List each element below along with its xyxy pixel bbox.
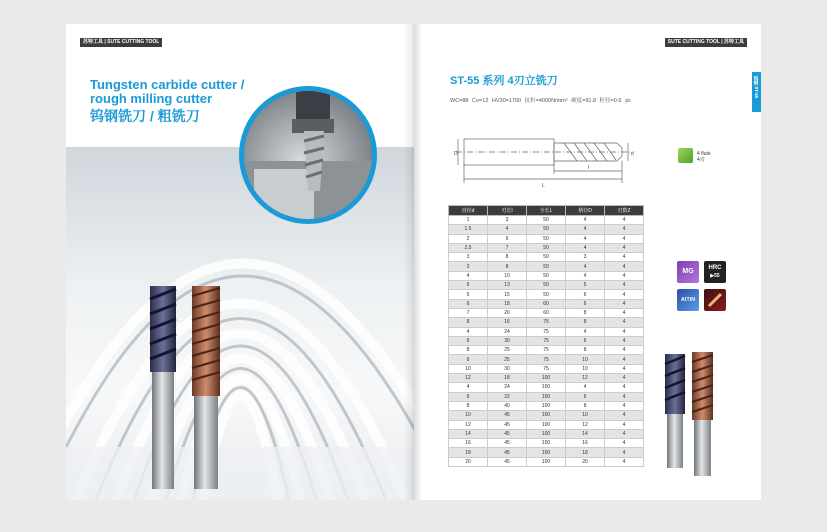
mg-badge-icon: MG — [677, 261, 699, 283]
table-cell: 4 — [605, 457, 644, 466]
right-header-tag: SUTE CUTTING TOOL | 苏特工具 — [665, 38, 747, 47]
table-cell: 4 — [566, 216, 605, 225]
table-header-cell: 刃长l — [488, 206, 527, 216]
machining-closeup-photo — [239, 86, 377, 224]
table-cell: 4 — [605, 308, 644, 317]
table-cell: 20 — [449, 457, 488, 466]
table-header-cell: 全长L — [527, 206, 566, 216]
table-cell: 12 — [566, 420, 605, 429]
table-cell: 6 — [566, 299, 605, 308]
table-cell: 3 — [488, 216, 527, 225]
flute-label-cn: 4刃 — [697, 157, 705, 163]
table-row — [449, 401, 644, 410]
table-cell: 75 — [527, 364, 566, 373]
table-cell: 18 — [488, 374, 527, 383]
table-cell: 4 — [605, 318, 644, 327]
table-cell: 2 — [449, 234, 488, 243]
table-cell: 50 — [527, 243, 566, 252]
title-chinese: 钨钢铣刀 / 粗铣刀 — [90, 108, 200, 124]
table-cell: 100 — [527, 374, 566, 383]
table-row — [449, 234, 644, 243]
table-cell: 14 — [449, 429, 488, 438]
table-cell: 4 — [605, 327, 644, 336]
table-cell: 4 — [605, 364, 644, 373]
table-cell: 45 — [488, 420, 527, 429]
slash-icon — [704, 289, 726, 311]
table-cell: 4 — [605, 262, 644, 271]
table-row — [449, 308, 644, 317]
table-cell: 8 — [566, 318, 605, 327]
table-row — [449, 336, 644, 345]
table-cell: 4 — [566, 243, 605, 252]
hrc-value: ▶55 — [710, 273, 720, 279]
table-cell: 40 — [488, 401, 527, 410]
table-cell: 45 — [488, 411, 527, 420]
table-cell: 18 — [566, 448, 605, 457]
table-cell: 1 — [449, 216, 488, 225]
table-cell: 8 — [566, 346, 605, 355]
table-row — [449, 243, 644, 252]
coating-slash-badge-icon — [704, 289, 726, 311]
left-page — [66, 24, 414, 500]
table-cell: 4 — [566, 262, 605, 271]
table-cell: 4 — [566, 327, 605, 336]
table-cell: 4 — [605, 271, 644, 280]
table-cell: 4 — [605, 420, 644, 429]
table-cell: 45 — [488, 429, 527, 438]
table-cell: 8 — [449, 401, 488, 410]
table-row — [449, 299, 644, 308]
series-title: ST-55 系列 4刃立铣刀 — [450, 75, 558, 87]
flute-label — [697, 151, 711, 163]
table-cell: 1.5 — [449, 225, 488, 234]
table-cell: 4 — [605, 290, 644, 299]
flute-label-en: 4 flute — [697, 151, 711, 157]
table-cell: 100 — [527, 448, 566, 457]
table-cell: 4 — [605, 429, 644, 438]
table-cell: 8 — [488, 262, 527, 271]
table-cell: 10 — [488, 271, 527, 280]
table-cell: 4 — [605, 281, 644, 290]
closeup-tool-graphic — [244, 91, 372, 219]
four-flute-icon — [678, 148, 693, 163]
table-row — [449, 225, 644, 234]
table-cell: 100 — [527, 439, 566, 448]
table-cell: 30 — [488, 364, 527, 373]
table-cell: 12 — [449, 420, 488, 429]
table-row — [449, 271, 644, 280]
left-header-tag: 苏特工具 | SUTE CUTTING TOOL — [80, 38, 162, 47]
right-page — [414, 24, 761, 500]
table-cell: 8 — [566, 308, 605, 317]
hrc-label: HRC — [708, 265, 722, 271]
table-row — [449, 346, 644, 355]
table-cell: 45 — [488, 448, 527, 457]
end-mill-drawing — [452, 129, 642, 201]
table-cell: 50 — [527, 262, 566, 271]
table-cell: 4 — [605, 383, 644, 392]
table-cell: 12 — [566, 374, 605, 383]
table-cell: 7 — [449, 308, 488, 317]
table-cell: 4 — [605, 234, 644, 243]
table-cell: 100 — [527, 401, 566, 410]
table-row — [449, 355, 644, 364]
table-cell: 4 — [605, 448, 644, 457]
table-cell: 4 — [566, 234, 605, 243]
product-end-mills-photo — [662, 350, 722, 480]
table-cell: 30 — [488, 336, 527, 345]
table-cell: 9 — [449, 355, 488, 364]
table-row — [449, 383, 644, 392]
table-cell: 4 — [605, 401, 644, 410]
material-spec-line: WC=88 Co=12 HV30=1700 抗折=4000N/mm² 硬度=91.8 粒径=0.6 ㎛ — [450, 98, 631, 104]
dim-L: L — [542, 183, 545, 189]
table-cell: 10 — [566, 411, 605, 420]
table-row — [449, 253, 644, 262]
side-tab — [752, 72, 761, 112]
table-cell: 100 — [527, 457, 566, 466]
table-cell: 32 — [488, 392, 527, 401]
table-row — [449, 392, 644, 401]
dim-l: l — [588, 165, 590, 171]
table-cell: 6 — [488, 234, 527, 243]
table-cell: 50 — [527, 271, 566, 280]
table-cell: 45 — [488, 457, 527, 466]
table-cell: 4 — [449, 383, 488, 392]
table-cell: 16 — [449, 439, 488, 448]
title-line-1: Tungsten carbide cutter / — [90, 77, 245, 92]
table-cell: 60 — [527, 299, 566, 308]
table-cell: 6 — [449, 299, 488, 308]
table-cell: 100 — [527, 429, 566, 438]
table-row — [449, 216, 644, 225]
table-cell: 5 — [449, 290, 488, 299]
table-cell: 75 — [527, 355, 566, 364]
table-row — [449, 457, 644, 466]
product-copper-end-mill — [692, 352, 713, 476]
table-cell: 100 — [527, 411, 566, 420]
table-cell: 10 — [566, 355, 605, 364]
table-cell: 60 — [527, 308, 566, 317]
table-header-cell: 直径d — [449, 206, 488, 216]
dim-D: D — [454, 151, 458, 157]
table-cell: 50 — [527, 290, 566, 299]
table-row — [449, 439, 644, 448]
title-line-2: rough milling cutter — [90, 91, 213, 106]
table-row — [449, 318, 644, 327]
table-cell: 4 — [605, 355, 644, 364]
table-row — [449, 262, 644, 271]
table-cell: 4 — [449, 271, 488, 280]
table-cell: 4 — [605, 253, 644, 262]
table-row — [449, 374, 644, 383]
table-cell: 24 — [488, 327, 527, 336]
table-cell: 4 — [488, 225, 527, 234]
table-row — [449, 364, 644, 373]
table-cell: 45 — [488, 439, 527, 448]
table-cell: 20 — [566, 457, 605, 466]
table-cell: 75 — [527, 346, 566, 355]
table-cell: 6 — [449, 392, 488, 401]
altin-coating-badge-icon: AlTiN — [677, 289, 699, 311]
table-header-cell: 刃数Z — [605, 206, 644, 216]
table-cell: 10 — [566, 364, 605, 373]
table-row — [449, 281, 644, 290]
table-cell: 50 — [527, 253, 566, 262]
table-cell: 13 — [488, 281, 527, 290]
table-cell: 8 — [449, 318, 488, 327]
table-cell: 7 — [488, 243, 527, 252]
table-cell: 18 — [449, 448, 488, 457]
table-cell: 4 — [605, 392, 644, 401]
table-cell: 4 — [605, 225, 644, 234]
table-cell: 75 — [527, 318, 566, 327]
table-cell: 3 — [449, 253, 488, 262]
table-cell: 6 — [566, 392, 605, 401]
product-blue-end-mill — [665, 354, 685, 468]
table-row — [449, 327, 644, 336]
dim-d: d — [631, 151, 634, 157]
table-cell: 25 — [488, 355, 527, 364]
table-cell: 4 — [566, 383, 605, 392]
table-cell: 50 — [527, 234, 566, 243]
left-title — [90, 78, 244, 123]
table-cell: 6 — [449, 336, 488, 345]
table-cell: 6 — [566, 336, 605, 345]
table-cell: 4 — [605, 216, 644, 225]
table-cell: 4 — [449, 327, 488, 336]
table-cell: 4 — [605, 336, 644, 345]
table-cell: 8 — [488, 253, 527, 262]
table-row — [449, 448, 644, 457]
table-row — [449, 290, 644, 299]
table-cell: 10 — [449, 364, 488, 373]
table-cell: 4 — [605, 439, 644, 448]
table-cell: 100 — [527, 383, 566, 392]
table-row — [449, 420, 644, 429]
table-cell: 4 — [566, 225, 605, 234]
table-cell: 75 — [527, 327, 566, 336]
table-cell: 15 — [488, 290, 527, 299]
table-header-cell: 柄径D — [566, 206, 605, 216]
table-cell: 100 — [527, 420, 566, 429]
table-cell: 50 — [527, 225, 566, 234]
spec-table — [448, 205, 644, 467]
table-cell: 4 — [605, 346, 644, 355]
table-cell: 100 — [527, 392, 566, 401]
table-cell: 16 — [566, 439, 605, 448]
table-cell: 8 — [566, 401, 605, 410]
side-tab-label: 钨钢 ST-55 — [754, 76, 759, 99]
table-cell: 16 — [488, 318, 527, 327]
table-cell: 3 — [449, 262, 488, 271]
table-cell: 12 — [449, 374, 488, 383]
table-cell: 5 — [566, 281, 605, 290]
table-cell: 4 — [605, 299, 644, 308]
table-row — [449, 411, 644, 420]
table-cell: 18 — [488, 299, 527, 308]
table-cell: 20 — [488, 308, 527, 317]
table-cell: 4 — [605, 374, 644, 383]
table-cell: 4 — [605, 243, 644, 252]
table-cell: 8 — [449, 346, 488, 355]
table-cell: 50 — [527, 216, 566, 225]
table-cell: 3 — [566, 253, 605, 262]
table-cell: 4 — [566, 271, 605, 280]
table-header-row — [449, 206, 644, 216]
table-row — [449, 429, 644, 438]
table-cell: 6 — [566, 290, 605, 299]
table-cell: 25 — [488, 346, 527, 355]
blue-end-mill — [150, 280, 176, 489]
copper-end-mill — [192, 286, 220, 489]
table-cell: 14 — [566, 429, 605, 438]
table-cell: 4 — [605, 411, 644, 420]
table-cell: 75 — [527, 336, 566, 345]
table-cell: 2.5 — [449, 243, 488, 252]
table-cell: 50 — [527, 281, 566, 290]
table-cell: 10 — [449, 411, 488, 420]
hrc-badge-icon — [704, 261, 726, 283]
table-cell: 24 — [488, 383, 527, 392]
table-cell: 5 — [449, 281, 488, 290]
table-body — [449, 216, 644, 467]
